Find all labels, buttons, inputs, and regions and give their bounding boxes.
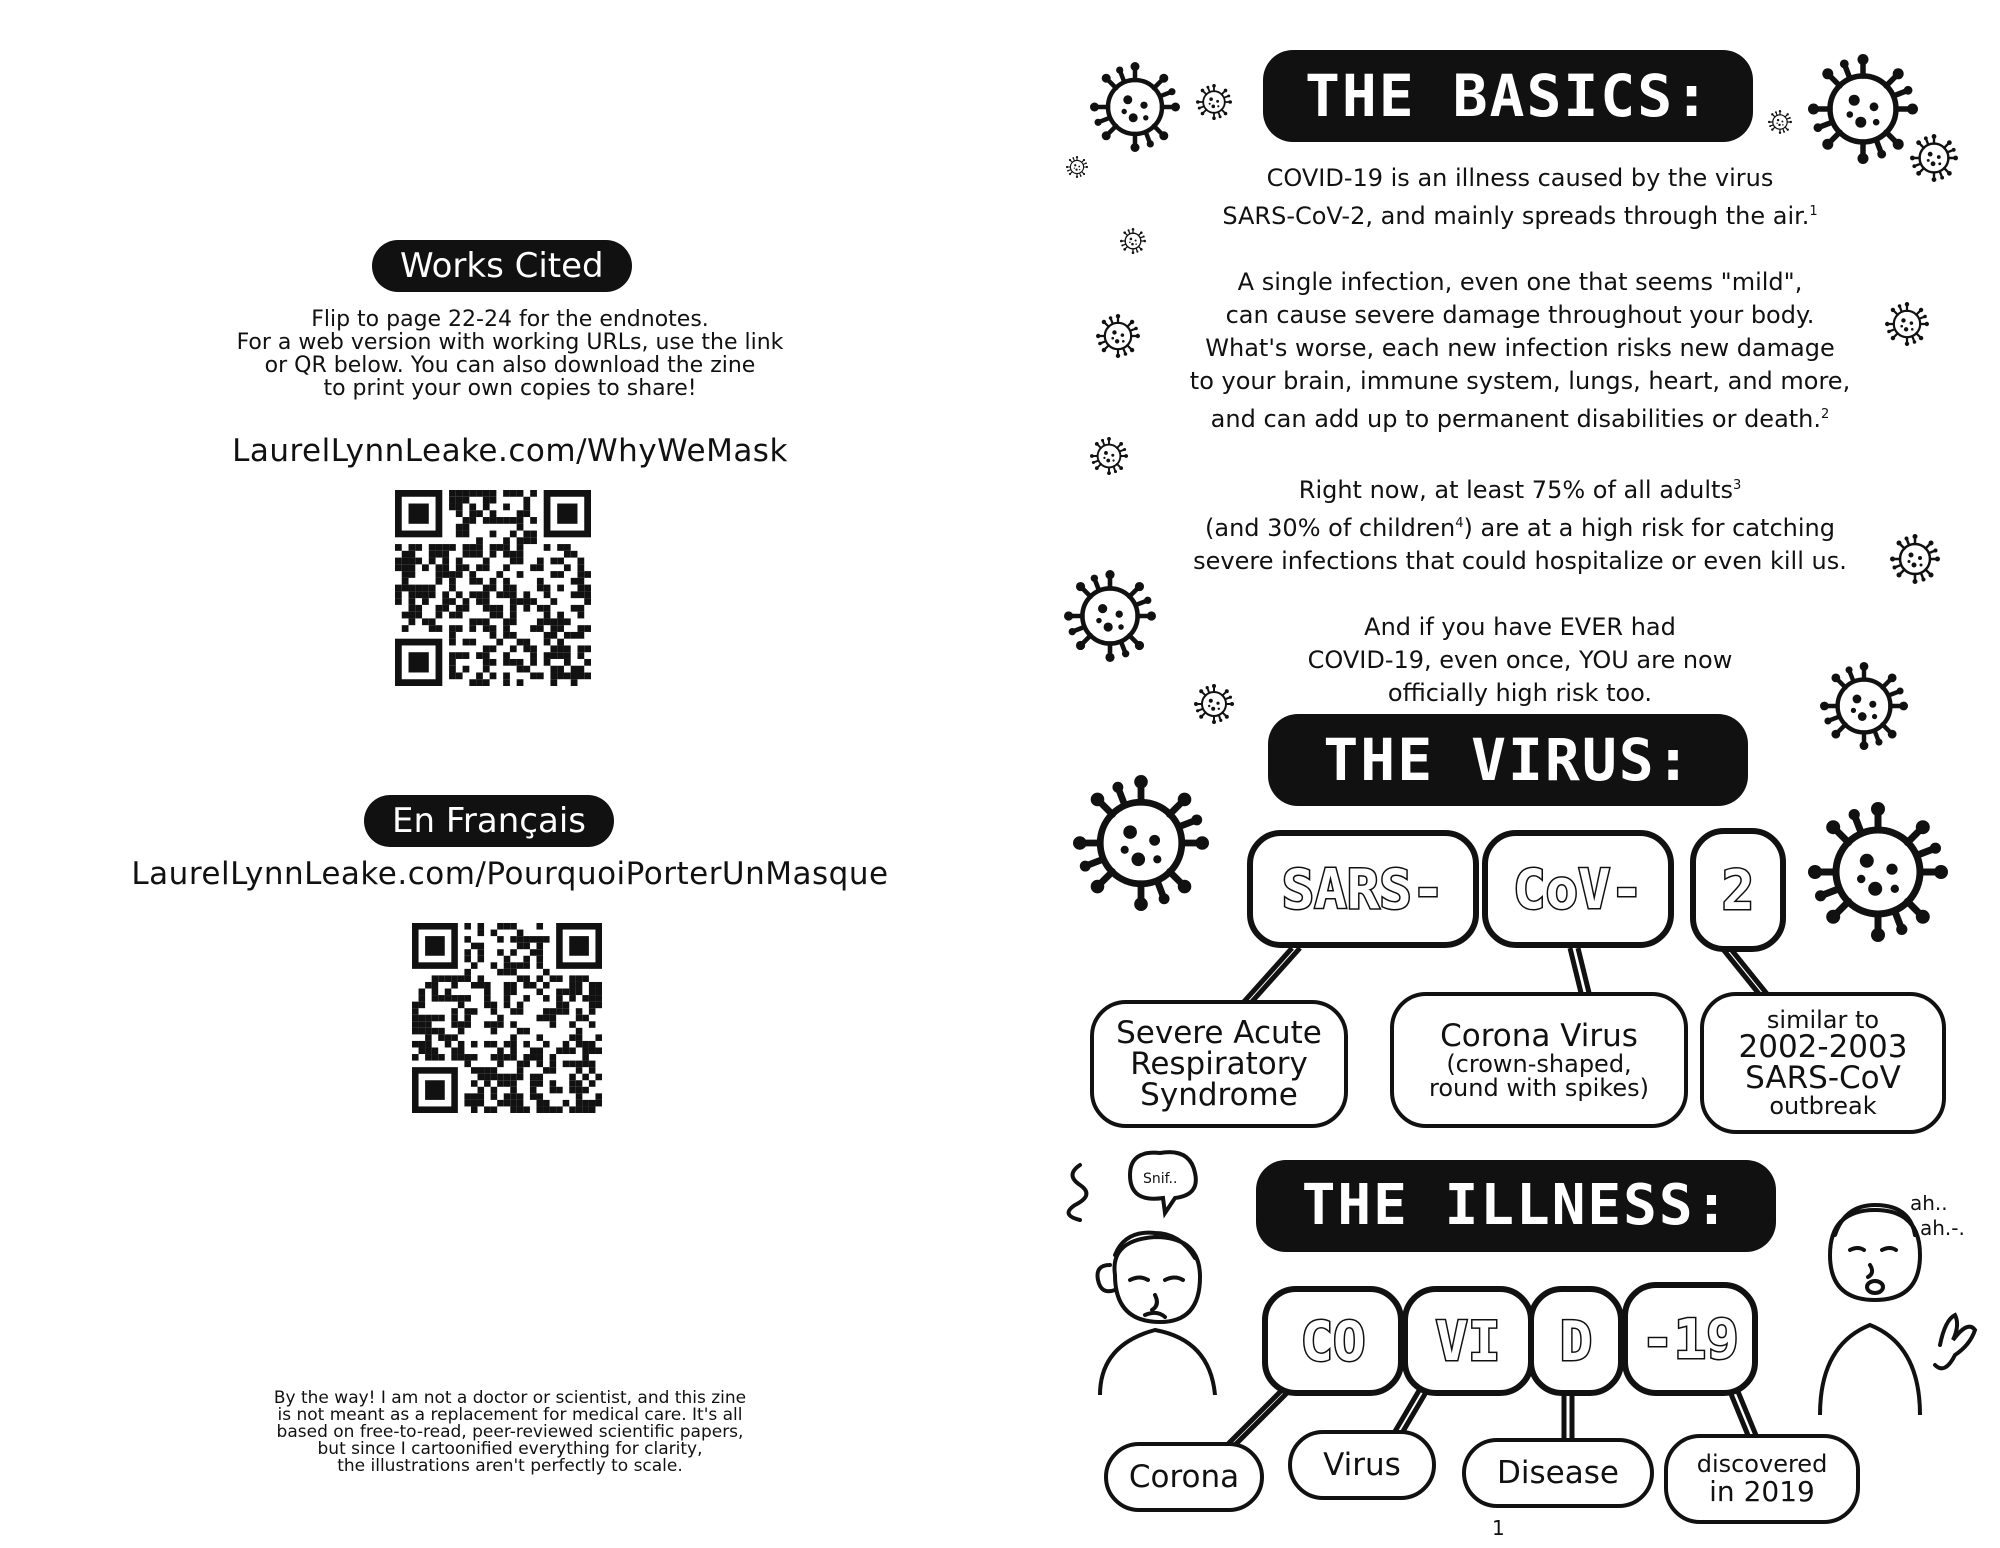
disclaimer-line: based on free-to-read, peer-reviewed scientific papers, xyxy=(276,1422,744,1442)
qr-code-icon xyxy=(393,490,593,686)
speech-text: Snif.. xyxy=(1143,1171,1178,1187)
page-number: 1 xyxy=(1492,1516,1505,1540)
works-cited-line: Flip to page 22-24 for the endnotes. xyxy=(311,307,709,332)
text-line: COVID-19, even once, YOU are now xyxy=(1307,646,1733,674)
virus-icon xyxy=(1808,54,1918,164)
text-line: What's worse, each new infection risks new damage xyxy=(1205,334,1835,362)
text-line: severe infections that could hospitalize or even kill us. xyxy=(1193,547,1847,575)
def-line: Syndrome xyxy=(1140,1076,1298,1113)
text-line: And if you have EVER had xyxy=(1364,613,1676,641)
def-line: round with spikes) xyxy=(1429,1073,1649,1102)
works-cited-line: For a web version with working URLs, use the link xyxy=(236,330,784,355)
disclaimer-line: By the way! I am not a doctor or scientist, and this zine xyxy=(273,1388,747,1408)
qr-code-icon xyxy=(412,923,602,1113)
def-line: (crown-shaped, xyxy=(1446,1049,1632,1078)
disclaimer-line: the illustrations aren't perfectly to scale. xyxy=(337,1456,683,1476)
disclaimer-text xyxy=(190,1390,830,1475)
acronym-box-co: CO xyxy=(1262,1286,1404,1396)
virus-icon xyxy=(1066,156,1088,178)
text-line: Right now, at least 75% of all adults xyxy=(1298,476,1733,504)
disclaimer-line: is not meant as a replacement for medical care. It's all xyxy=(277,1405,743,1425)
def-line: Severe Acute xyxy=(1116,1014,1322,1051)
acronym-box-2: 2 xyxy=(1690,828,1786,952)
acronym-box-19: -19 xyxy=(1622,1282,1758,1396)
text-line: COVID-19 is an illness caused by the virus xyxy=(1266,164,1774,192)
french-url[interactable]: LaurelLynnLeake.com/PourquoiPorterUnMasque xyxy=(131,856,889,892)
footnote-ref: 3 xyxy=(1732,478,1742,493)
basics-text xyxy=(1120,162,1920,710)
text-line: can cause severe damage throughout your body. xyxy=(1225,301,1815,329)
def-line: in 2019 xyxy=(1709,1474,1815,1508)
basics-p1 xyxy=(1120,162,1920,233)
def-line: SARS-CoV xyxy=(1745,1060,1901,1096)
def-line: Respiratory xyxy=(1130,1045,1308,1082)
definition-2 xyxy=(1700,992,1946,1134)
basics-p2 xyxy=(1120,266,1920,436)
definition-2019 xyxy=(1664,1434,1860,1524)
person-sniffling-icon xyxy=(1060,1145,1240,1395)
virus-icon xyxy=(1073,775,1209,911)
virus-icon xyxy=(1768,110,1792,134)
acronym-box-sars: SARS- xyxy=(1247,830,1479,948)
acronym-box-vi: VI xyxy=(1402,1286,1534,1396)
speech-text: ah.. xyxy=(1910,1195,1948,1215)
text-line: SARS-CoV-2, and mainly spreads through the air. xyxy=(1222,202,1810,230)
definition-corona: Corona xyxy=(1104,1442,1264,1512)
def-line: similar to xyxy=(1766,1006,1880,1034)
illness-heading: THE ILLNESS: xyxy=(1256,1160,1776,1252)
def-line: 2002-2003 xyxy=(1738,1029,1908,1065)
text-line: officially high risk too. xyxy=(1387,679,1653,707)
footnote-ref: 1 xyxy=(1809,204,1818,219)
footnote-ref: 4 xyxy=(1455,516,1464,531)
definition-sars xyxy=(1090,1000,1348,1128)
works-cited-line: or QR below. You can also download the zine xyxy=(264,353,756,378)
basics-heading: THE BASICS: xyxy=(1263,50,1753,142)
acronym-box-d: D xyxy=(1528,1286,1624,1396)
works-cited-line: to print your own copies to share! xyxy=(323,376,697,401)
disclaimer-line: but since I cartoonified everything for clarity, xyxy=(317,1439,703,1459)
def-line: Corona Virus xyxy=(1440,1017,1638,1054)
works-cited-text xyxy=(190,308,830,400)
definition-disease: Disease xyxy=(1462,1438,1654,1508)
basics-p3 xyxy=(1120,469,1920,578)
definition-virus: Virus xyxy=(1288,1430,1436,1500)
acronym-box-cov: CoV- xyxy=(1482,830,1674,948)
text-line: to your brain, immune system, lungs, heart, and more, xyxy=(1189,367,1851,395)
basics-p4 xyxy=(1120,611,1920,710)
text-line: (and 30% of children xyxy=(1205,514,1456,542)
text-line: A single infection, even one that seems "mild", xyxy=(1237,268,1803,296)
text-line: ) are at a high risk for catching xyxy=(1463,514,1835,542)
virus-heading: THE VIRUS: xyxy=(1268,714,1748,806)
def-line: outbreak xyxy=(1769,1092,1877,1120)
footnote-ref: 2 xyxy=(1821,407,1830,422)
speech-text: ah.-. xyxy=(1920,1216,1965,1240)
definition-cov xyxy=(1390,992,1688,1128)
french-heading: En Français xyxy=(364,795,614,847)
text-line: and can add up to permanent disabilities or death. xyxy=(1210,405,1822,433)
works-cited-heading: Works Cited xyxy=(372,240,632,292)
virus-icon xyxy=(1196,84,1232,120)
def-line: discovered xyxy=(1696,1449,1828,1478)
works-cited-url[interactable]: LaurelLynnLeake.com/WhyWeMask xyxy=(232,433,788,469)
virus-icon xyxy=(1090,62,1180,152)
